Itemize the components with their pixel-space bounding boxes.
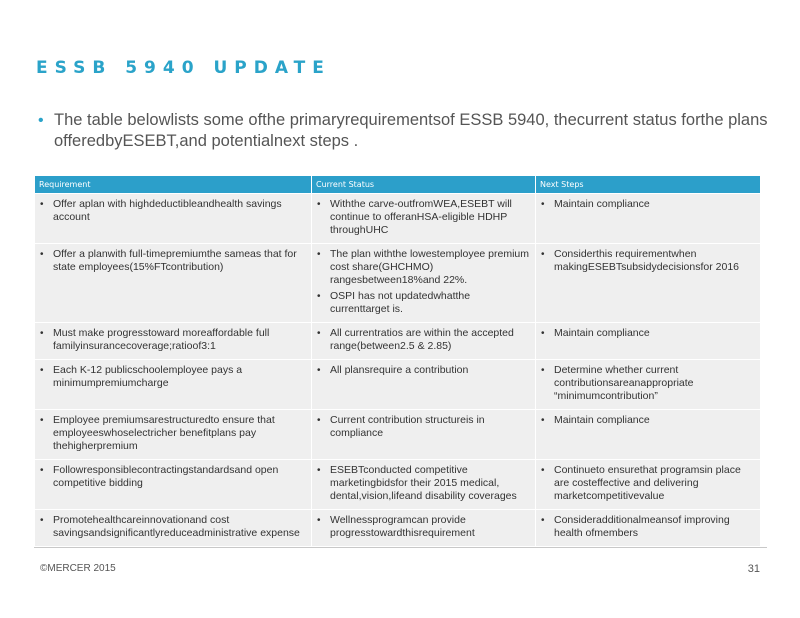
requirements-table (34, 175, 761, 547)
bullet-icon: • (38, 112, 44, 129)
status-cell (312, 360, 536, 410)
intro-text: The table belowlists some ofthe primaryrequirementsof ESSB 5940, thecurrent status forthe plans offeredbyESEBT,and potentialnext steps . (54, 111, 768, 150)
list-item: • Promotehealthcareinnovationand cost savingsandsignificantlyreduceadministrative expense (39, 514, 307, 540)
bullet-list (316, 464, 531, 503)
status-cell (312, 460, 536, 510)
list-item: • OSPI has not updatedwhatthe currenttarget is. (316, 290, 531, 316)
requirement-cell (35, 510, 312, 547)
table-row (35, 510, 761, 547)
bullet-list (540, 514, 756, 540)
list-item: • Considerthis requirementwhen makingESEBTsubsidydecisionsfor 2016 (540, 248, 756, 274)
bullet-list (39, 414, 307, 453)
header-current-status: Current Status (312, 176, 536, 194)
page-number: 31 (747, 563, 760, 575)
list-item: • The plan withthe lowestemployee premium cost share(GHCHMO) rangesbetween18%and 22%. (316, 248, 531, 287)
bullet-list (316, 364, 531, 377)
table-row (35, 323, 761, 360)
next-step-cell (536, 360, 761, 410)
list-item: • Must make progresstoward moreaffordable full familyinsurancecoverage;ratioof3:1 (39, 327, 307, 353)
requirement-cell (35, 410, 312, 460)
next-step-cell (536, 410, 761, 460)
table-row (35, 410, 761, 460)
requirement-cell (35, 194, 312, 244)
list-item: • Consideradditionalmeansof improving health ofmembers (540, 514, 756, 540)
table-body (35, 194, 761, 547)
bullet-list (316, 327, 531, 353)
copyright-text: ©MERCER 2015 (40, 563, 116, 574)
table-header-row (35, 176, 761, 194)
status-cell (312, 510, 536, 547)
bullet-list (39, 198, 307, 224)
list-item: • Offer aplan with highdeductibleandhealth savings account (39, 198, 307, 224)
requirement-cell (35, 323, 312, 360)
next-step-cell (536, 194, 761, 244)
list-item: • ESEBTconducted competitive marketingbidsfor their 2015 medical, dental,vision,lifeand disability coverages (316, 464, 531, 503)
status-cell (312, 410, 536, 460)
bullet-list (316, 414, 531, 440)
list-item: • Employee premiumsarestructuredto ensure that employeeswhoselectricher benefitplans pay thehigherpremium (39, 414, 307, 453)
bullet-list (540, 198, 756, 211)
bullet-list (540, 364, 756, 403)
bullet-list (316, 198, 531, 237)
table-row (35, 460, 761, 510)
list-item: • Maintain compliance (540, 327, 756, 340)
footer-divider (34, 547, 767, 548)
header-next-steps: Next Steps (536, 176, 761, 194)
list-item: • Offer a planwith full-timepremiumthe sameas that for state employees(15%FTcontribution) (39, 248, 307, 274)
intro-paragraph (38, 110, 768, 152)
bullet-list (540, 327, 756, 340)
bullet-list (316, 248, 531, 316)
table-row (35, 360, 761, 410)
list-item: • Determine whether current contributionsareanappropriate “minimumcontribution” (540, 364, 756, 403)
requirement-cell (35, 244, 312, 323)
list-item: • Followresponsiblecontractingstandardsand open competitive bidding (39, 464, 307, 490)
next-step-cell (536, 510, 761, 547)
requirement-cell (35, 360, 312, 410)
next-step-cell (536, 323, 761, 360)
bullet-list (39, 464, 307, 490)
next-step-cell (536, 460, 761, 510)
list-item: • Each K-12 publicschoolemployee pays a minimumpremiumcharge (39, 364, 307, 390)
bullet-list (540, 414, 756, 427)
list-item: • Maintain compliance (540, 198, 756, 211)
next-step-cell (536, 244, 761, 323)
list-item: • All currentratios are within the accepted range(between2.5 & 2.85) (316, 327, 531, 353)
list-item: • Maintain compliance (540, 414, 756, 427)
table-row (35, 194, 761, 244)
bullet-list (540, 248, 756, 274)
bullet-list (39, 514, 307, 540)
status-cell (312, 323, 536, 360)
table-row (35, 244, 761, 323)
bullet-list (39, 364, 307, 390)
header-requirement: Requirement (35, 176, 312, 194)
list-item: • Current contribution structureis in compliance (316, 414, 531, 440)
slide-title: ESSB 5940 UPDATE (36, 58, 331, 78)
requirement-cell (35, 460, 312, 510)
bullet-list (39, 248, 307, 274)
list-item: • All plansrequire a contribution (316, 364, 531, 377)
list-item: • Continueto ensurethat programsin place are costeffective and delivering marketcompetitivevalue (540, 464, 756, 503)
status-cell (312, 244, 536, 323)
status-cell (312, 194, 536, 244)
bullet-list (316, 514, 531, 540)
bullet-list (540, 464, 756, 503)
list-item: • Wellnessprogramcan provide progresstowardthisrequirement (316, 514, 531, 540)
bullet-list (39, 327, 307, 353)
list-item: • Withthe carve-outfromWEA,ESEBT will continue to offeranHSA-eligible HDHP throughUHC (316, 198, 531, 237)
